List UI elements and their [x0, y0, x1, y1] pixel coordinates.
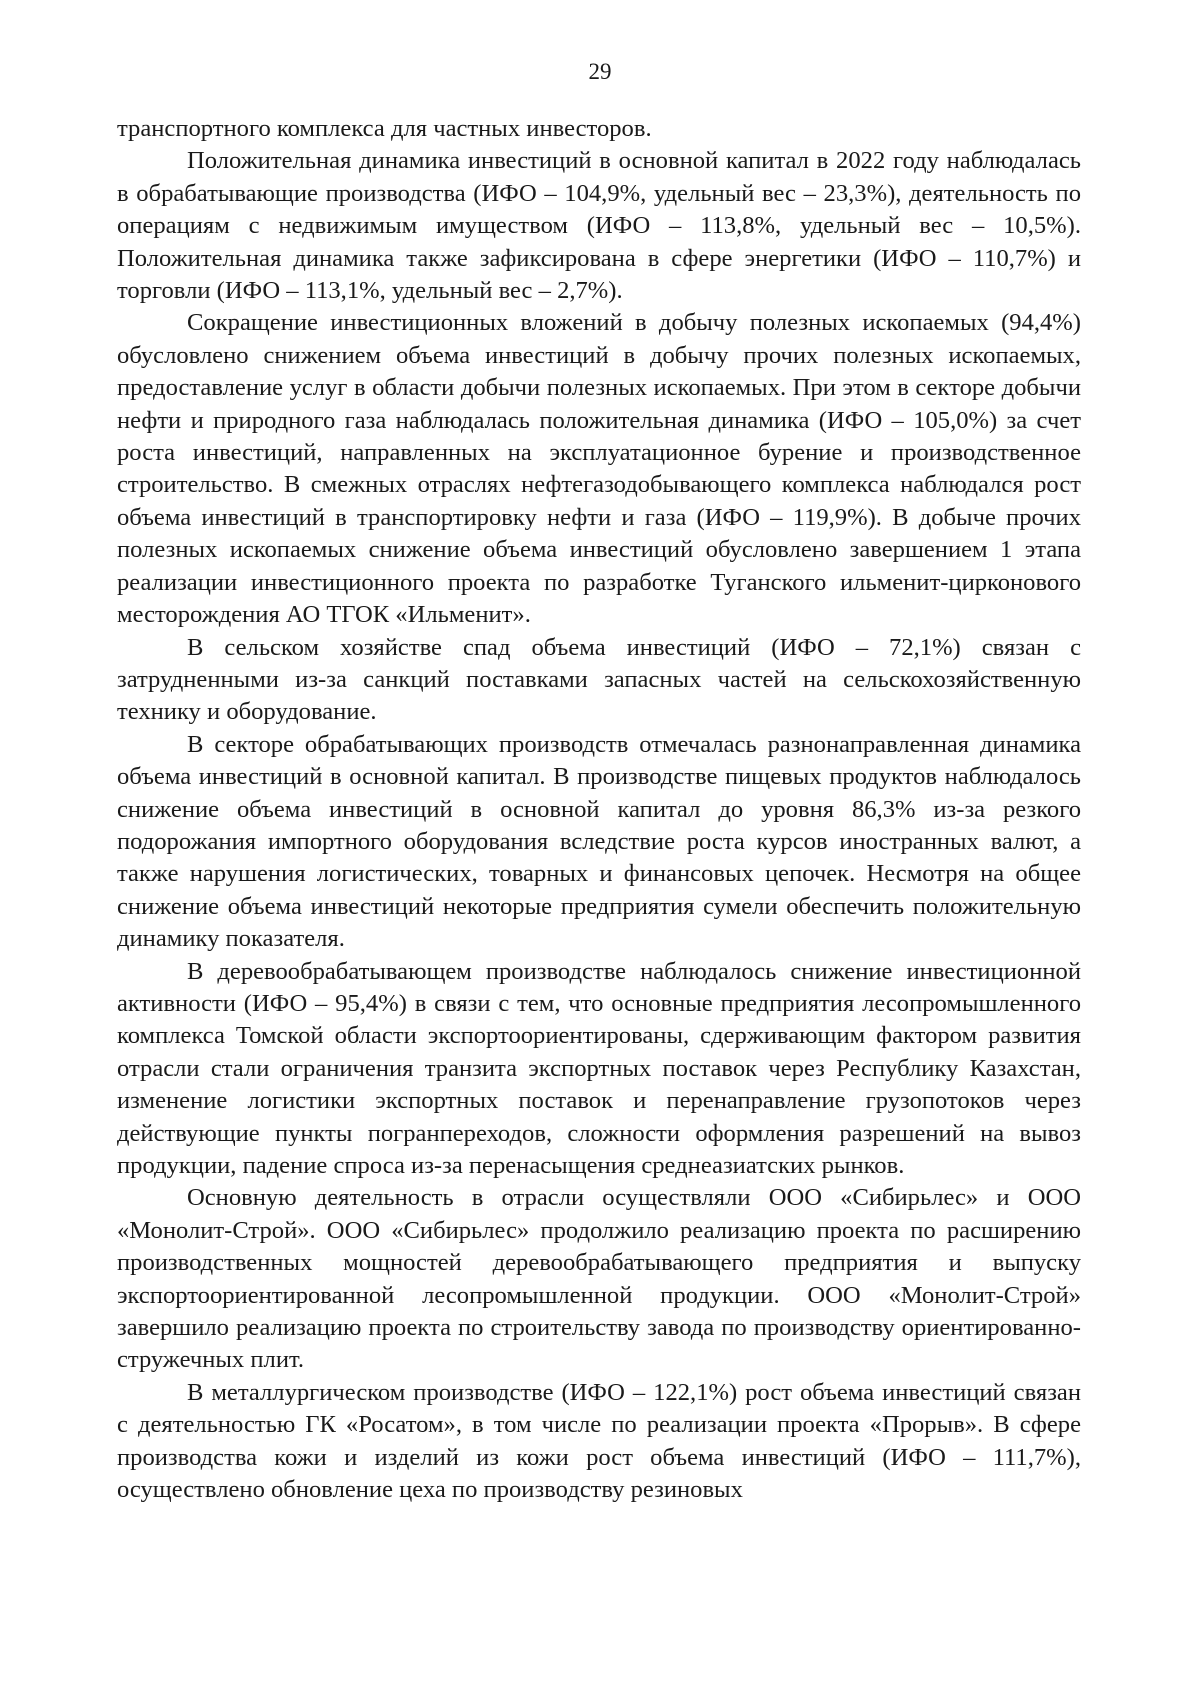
paragraph-4: В сельском хозяйстве спад объема инвестиций (ИФО – 72,1%) связан с затрудненными из-за санкций поставками запасных частей на сельскохозяйственную технику и оборудование. [117, 633, 1081, 726]
paragraph-6: В деревообрабатывающем производстве наблюдалось снижение инвестиционной активности (ИФО – 95,4%) в связи с тем, что основные предприятия лесопромышленного комплекса Томской области экспортоориентированы, сдерживающим фактором развития отрасли стали ограничения транзита экспортных поставок через Республику Казахстан, изменение логистики экспортных поставок и перенаправление грузопотоков через действующие пункты погранпереходов, сложности оформления разрешений на вывоз продукции, падение спроса из-за перенасыщения среднеазиатских рынков. [117, 957, 1081, 1179]
document-body [117, 113, 1081, 1506]
page-number: 29 [588, 59, 612, 84]
paragraph-7: Основную деятельность в отрасли осуществляли ООО «Сибирьлес» и ООО «Монолит-Строй». ООО «Сибирьлес» продолжило реализацию проекта по расширению производственных мощностей деревообрабатывающего предприятия и выпуску экспортоориентированной лесопромышленной продукции. ООО «Монолит-Строй» завершило реализацию проекта по строительству завода по производству ориентированно-стружечных плит. [117, 1184, 1081, 1374]
paragraph-1: транспортного комплекса для частных инвесторов. [117, 115, 652, 142]
paragraph-5: В секторе обрабатывающих производств отмечалась разнонаправленная динамика объема инвестиций в основной капитал. В производстве пищевых продуктов наблюдалось снижение объема инвестиций в основной капитал до уровня 86,3% из-за резкого подорожания импортного оборудования вследствие роста курсов иностранных валют, а также нарушения логистических, товарных и финансовых цепочек. Несмотря на общее снижение объема инвестиций некоторые предприятия сумели обеспечить положительную динамику показателя. [117, 730, 1081, 953]
paragraph-3: Сокращение инвестиционных вложений в добычу полезных ископаемых (94,4%) обусловлено снижением объема инвестиций в добычу прочих полезных ископаемых, предоставление услуг в области добычи полезных ископаемых. При этом в секторе добычи нефти и природного газа наблюдалась положительная динамика (ИФО – 105,0%) за счет роста инвестиций, направленных на эксплуатационное бурение и производственное строительство. В смежных отраслях нефтегазодобывающего комплекса наблюдался рост объема инвестиций в транспортировку нефти и газа (ИФО – 119,9%). В добыче прочих полезных ископаемых снижение объема инвестиций обусловлено завершением 1 этапа реализации инвестиционного проекта по разработке Туганского ильменит-цирконового месторождения АО ТГОК «Ильменит». [117, 309, 1081, 629]
paragraph-8: В металлургическом производстве (ИФО – 122,1%) рост объема инвестиций связан с деятельностью ГК «Росатом», в том числе по реализации проекта «Прорыв». В сфере производства кожи и изделий из кожи рост объема инвестиций (ИФО – 111,7%), осуществлено обновление цеха по производству резиновых [117, 1378, 1081, 1504]
paragraph-2: Положительная динамика инвестиций в основной капитал в 2022 году наблюдалась в обрабатывающие производства (ИФО – 104,9%, удельный вес – 23,3%), деятельность по операциям с недвижимым имуществом (ИФО – 113,8%, удельный вес – 10,5%). Положительная динамика также зафиксирована в сфере энергетики (ИФО – 110,7%) и торговли (ИФО – 113,1%, удельный вес – 2,7%). [117, 147, 1081, 305]
